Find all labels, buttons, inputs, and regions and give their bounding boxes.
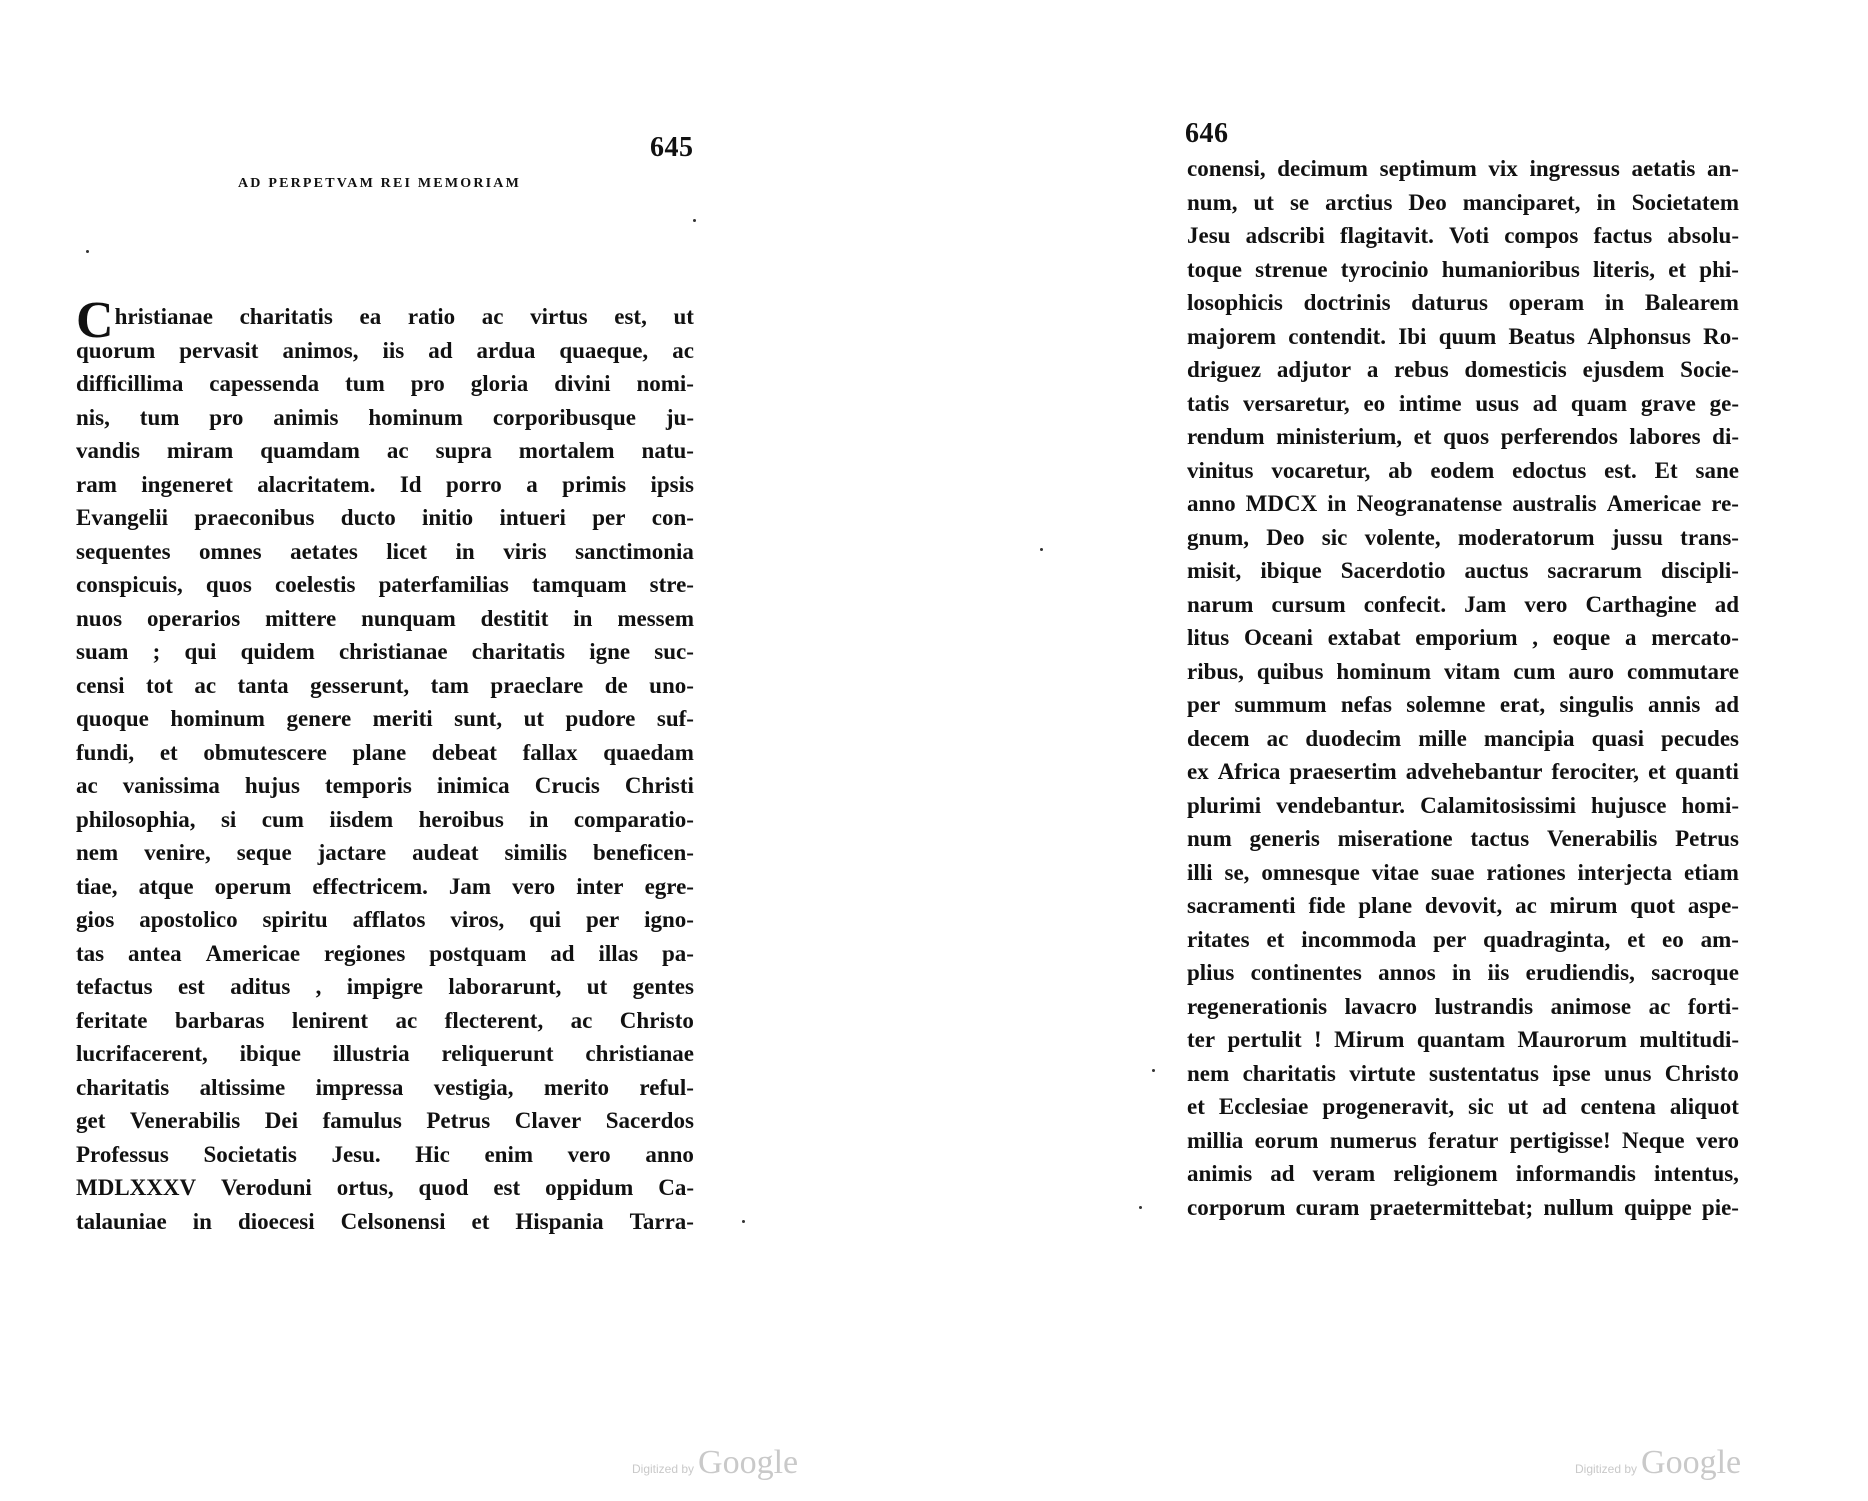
text-line: plius continentes annos in iis erudiendis, sacroque [1187,960,1739,985]
text-line: MDLXXXV Veroduni ortus, quod est oppidum Ca- [76,1175,694,1200]
scan-speck [86,250,89,253]
text-line: Christianae charitatis ea ratio ac virtus est, ut [76,292,694,349]
text-line: misit, ibique Sacerdotio auctus sacrarum discipli- [1187,558,1739,583]
text-line: nis, tum pro animis hominum corporibusque ju- [76,404,694,430]
text-line: corporum curam praetermittebat; nullum quippe pie- [1187,1194,1739,1220]
text-line: ter pertulit ! Mirum quantam Maurorum multitudi- [1187,1027,1739,1052]
text-line: gios apostolico spiritu afflatos viros, qui per igno- [76,907,694,932]
text-line: tiae, atque operum effectricem. Jam vero inter egre- [76,873,694,899]
text-line: conensi, decimum septimum vix ingressus aetatis an- [1187,156,1739,181]
text-line: get Venerabilis Dei famulus Petrus Claver Sacerdos [76,1108,694,1133]
text-line: lucrifacerent, ibique illustria reliquerunt christianae [76,1041,694,1066]
text-line: vinitus vocaretur, ab eodem edoctus est. Et sane [1187,457,1739,483]
text-line: tatis versaretur, eo intime usus ad quam grave ge- [1187,390,1739,416]
page-number-left: 645 [650,132,694,163]
watermark-prefix: Digitized by [632,1462,695,1476]
text-line: losophicis doctrinis daturus operam in Balearem [1187,290,1739,315]
scan-speck [693,219,696,222]
text-line: tefactus est aditus , impigre laborarunt, ut gentes [76,974,694,999]
text-line: nuos operarios mittere nunquam destitit in messem [76,605,694,631]
text-line: quorum pervasit animos, iis ad ardua quaeque, ac [76,337,694,363]
text-line: gnum, Deo sic volente, moderatorum jussu trans- [1187,524,1739,550]
text-line: toque strenue tyrocinio humanioribus literis, et phi- [1187,256,1739,282]
text-line: tas antea Americae regiones postquam ad illas pa- [76,940,694,966]
text-line: driguez adjutor a rebus domesticis ejusdem Socie- [1187,357,1739,382]
text-line: sequentes omnes aetates licet in viris sanctimonia [76,538,694,564]
text-line: difficillima capessenda tum pro gloria divini nomi- [76,371,694,396]
google-logo: Google [698,1444,799,1481]
text-line: ram ingeneret alacritatem. Id porro a primis ipsis [76,471,694,497]
text-line: fundi, et obmutescere plane debeat fallax quaedam [76,739,694,765]
text-line: narum cursum confecit. Jam vero Carthagine ad [1187,591,1739,617]
scan-speck [1139,1206,1142,1209]
text-line: Jesu adscribi flagitavit. Voti compos factus absolu- [1187,223,1739,248]
text-line: Professus Societatis Jesu. Hic enim vero anno [76,1141,694,1167]
text-line: ribus, quibus hominum vitam cum auro commutare [1187,658,1739,684]
text-line: censi tot ac tanta gesserunt, tam praeclare de uno- [76,672,694,698]
text-line: charitatis altissime impressa vestigia, merito reful- [76,1074,694,1100]
google-watermark-left [632,1444,798,1482]
text-line: quoque hominum genere meriti sunt, ut pudore suf- [76,706,694,731]
right-text-block [1187,152,1739,1224]
scan-speck [1040,548,1043,551]
text-line: ac vanissima hujus temporis inimica Crucis Christi [76,773,694,798]
text-line: vandis miram quamdam ac supra mortalem natu- [76,438,694,463]
text-line: nem venire, seque jactare audeat similis beneficen- [76,840,694,865]
text-line: millia eorum numerus feratur pertigisse! Neque vero [1187,1127,1739,1153]
right-page [934,0,1868,1501]
scan-speck [1152,1069,1155,1072]
google-watermark-right [1575,1444,1741,1482]
left-text-block [76,292,694,1238]
text-line: ex Africa praesertim advehebantur ferociter, et quanti [1187,759,1739,784]
text-line: plurimi vendebantur. Calamitosissimi hujusce homi- [1187,792,1739,818]
text-line: sacramenti fide plane devovit, ac mirum quot aspe- [1187,893,1739,918]
text-line: anno MDCX in Neogranatense australis Americae re- [1187,491,1739,516]
text-line: regenerationis lavacro lustrandis animose ac forti- [1187,993,1739,1019]
text-line: decem ac duodecim mille mancipia quasi pecudes [1187,725,1739,751]
text-line: et Ecclesiae progeneravit, sic ut ad centena aliquot [1187,1094,1739,1119]
text-line: per summum nefas solemne erat, singulis annis ad [1187,692,1739,717]
text-line: ritates et incommoda per quadraginta, et eo am- [1187,926,1739,952]
text-line: majorem contendit. Ibi quum Beatus Alphonsus Ro- [1187,323,1739,349]
text-line: num generis miseratione tactus Venerabilis Petrus [1187,826,1739,851]
text-line: talauniae in dioecesi Celsonensi et Hispania Tarra- [76,1208,694,1234]
text-line: animis ad veram religionem informandis intentus, [1187,1161,1739,1186]
scan-speck [742,1220,745,1223]
google-logo: Google [1641,1444,1742,1481]
text-line: feritate barbaras lenirent ac flecterent, ac Christo [76,1007,694,1033]
text-line: illi se, omnesque vitae suae rationes interjecta etiam [1187,859,1739,885]
text-line: num, ut se arctius Deo manciparet, in Societatem [1187,189,1739,215]
running-head: AD PERPETVAM REI MEMORIAM [238,176,522,191]
page-number-right: 646 [1185,118,1229,149]
text-line: litus Oceani extabat emporium , eoque a mercato- [1187,625,1739,650]
watermark-prefix: Digitized by [1575,1462,1638,1476]
text-line: suam ; qui quidem christianae charitatis igne suc- [76,639,694,664]
text-line: rendum ministerium, et quos perferendos labores di- [1187,424,1739,449]
text-line: conspicuis, quos coelestis paterfamilias tamquam stre- [76,572,694,597]
drop-cap: C [76,292,114,349]
text-line: nem charitatis virtute sustentatus ipse unus Christo [1187,1060,1739,1086]
text-line: Evangelii praeconibus ducto initio intueri per con- [76,505,694,530]
text-line: philosophia, si cum iisdem heroibus in comparatio- [76,806,694,832]
